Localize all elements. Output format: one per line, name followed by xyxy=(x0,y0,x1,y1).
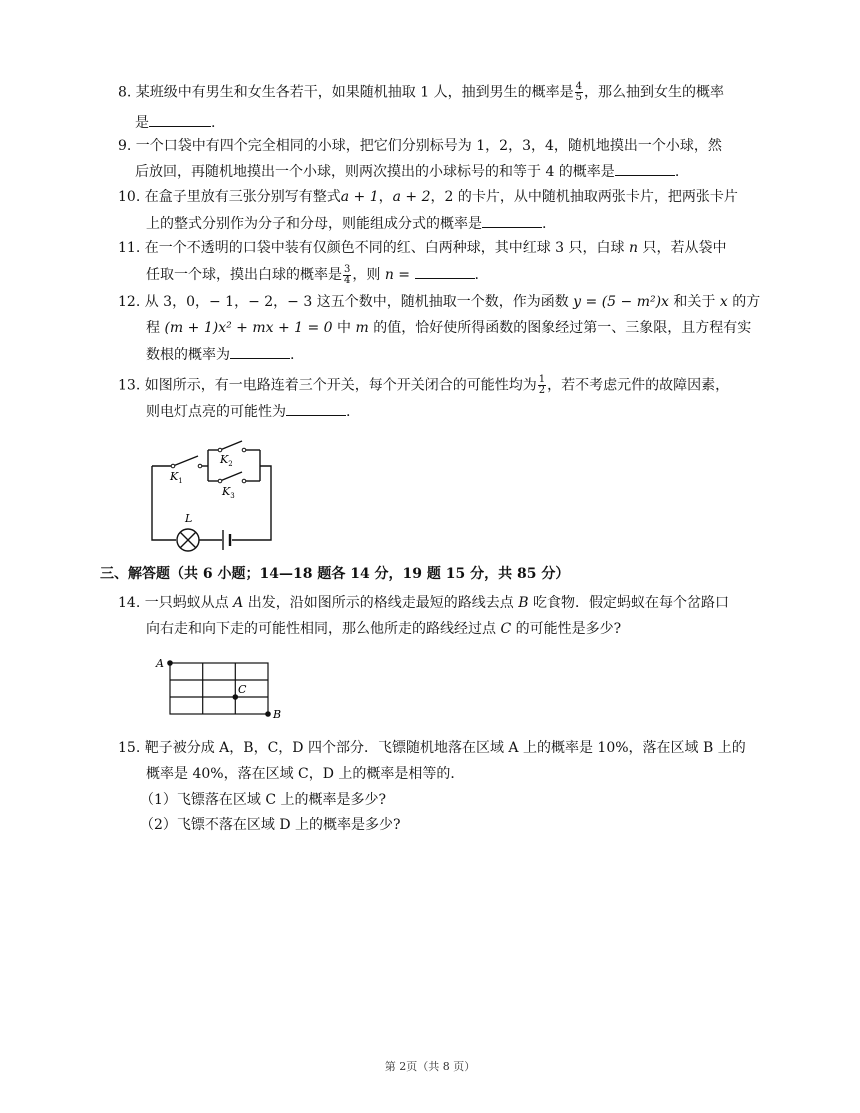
question-14-line-2 xyxy=(146,619,621,639)
q11-text-3: 任取一个球，摸出白球的概率是 xyxy=(146,267,342,283)
point-a: A xyxy=(233,595,244,611)
question-10-line-2 xyxy=(146,213,546,234)
q12-text-5: 中 xyxy=(337,320,352,336)
equation-expr: (m + 1)x² + mx + 1 = 0 xyxy=(164,320,333,336)
grid-columns xyxy=(203,663,236,714)
label-c: C xyxy=(238,683,247,696)
question-9-line-2 xyxy=(135,161,679,182)
k2-contact xyxy=(218,448,222,452)
answer-blank-q8[interactable] xyxy=(149,112,211,127)
fraction-3-4 xyxy=(343,265,351,286)
label-k3: $K_3$ xyxy=(222,485,235,500)
label-l: L xyxy=(185,512,193,525)
q12-text-2: 和关于 xyxy=(673,294,716,310)
question-8-line-2 xyxy=(135,112,215,133)
switch-k1-blade xyxy=(173,456,198,466)
q13-text-2: ，若不考虑元件的故障因素， xyxy=(547,377,730,394)
q10-sep: ， xyxy=(378,189,393,205)
function-expr: y = (5 − m²)x xyxy=(573,294,669,310)
question-13-line-2 xyxy=(146,401,350,422)
answer-blank-q12[interactable] xyxy=(230,344,290,359)
var-n: n xyxy=(628,240,639,256)
q13-text: 13. 如图所示，有一电路连着三个开关，每个开关闭合的可能性均为 xyxy=(118,377,537,394)
q10-text-3: 上的整式分别作为分子和分母，则能组成分式的概率是 xyxy=(146,216,482,232)
q10-text: 10. 在盒子里放有三张分别写有整式 xyxy=(118,189,341,205)
question-13-line-1 xyxy=(118,375,729,396)
question-15-part-1 xyxy=(140,790,386,810)
point-c: C xyxy=(500,621,512,637)
fraction-4-5 xyxy=(575,82,583,103)
question-8-line-1 xyxy=(118,82,724,103)
label-a: A xyxy=(156,657,164,670)
q12-text-3: 的方 xyxy=(732,294,761,310)
q10-period: . xyxy=(542,216,547,232)
var-n-2: n xyxy=(384,267,394,283)
label-b: B xyxy=(273,708,282,721)
q8-period: . xyxy=(211,115,216,131)
page-footer: 第 2页（共 8 页） xyxy=(384,1060,476,1073)
q11-period: . xyxy=(474,267,479,283)
q15-text: 15. 靶子被分成 A，B，C，D 四个部分．飞镖随机地落在区域 A 上的概率是 10%，落在区域 B 上的 xyxy=(118,740,746,756)
q11-text: 11. 在一个不透明的口袋中装有仅颜色不同的红、白两种球，其中红球 3 只，白球 xyxy=(118,240,625,256)
frac-denominator: 4 xyxy=(344,274,351,286)
k2-contact xyxy=(242,448,246,452)
q10-text-2: ，2 的卡片，从中随机抽取两张卡片，把两张卡片 xyxy=(430,189,738,205)
point-a-dot xyxy=(167,660,173,666)
label-k2: $K_2$ xyxy=(220,453,233,468)
section-3-heading: 三、解答题（共 6 小题；14—18 题各 14 分，19 题 15 分，共 85 分） xyxy=(100,566,570,582)
answer-blank-q10[interactable] xyxy=(482,213,542,228)
circuit-diagram xyxy=(140,438,280,553)
q11-text-2: 只，若从袋中 xyxy=(642,240,727,256)
answer-blank-q13[interactable] xyxy=(286,401,346,416)
q8-text-3: 是 xyxy=(135,115,149,131)
circuit-wire-right xyxy=(232,466,271,540)
q15-text-2: 概率是 40%，落在区域 C，D 上的概率是相等的． xyxy=(146,766,465,782)
frac-denominator: 5 xyxy=(575,92,582,103)
question-11-line-1 xyxy=(118,238,726,258)
q15-part-2-text: （2）飞镖不落在区域 D 上的概率是多少? xyxy=(140,817,401,833)
q12-period: . xyxy=(290,347,295,363)
question-15-line-1 xyxy=(118,738,746,758)
q13-period: . xyxy=(346,404,351,420)
grid-border xyxy=(170,663,268,714)
k3-contact xyxy=(218,479,222,483)
q14-text-2: 出发，沿如图所示的格线走最短的路线去点 xyxy=(247,595,514,611)
expr-a-plus-1: a + 1 xyxy=(340,189,379,205)
k1-contact xyxy=(171,464,175,468)
q11-equals: = xyxy=(393,267,415,283)
q14-text-5: 的可能性是多少? xyxy=(515,621,622,637)
q14-text-4: 向右走和向下走的可能性相同，那么他所走的路线经过点 xyxy=(146,621,496,637)
q14-text-3: 吃食物．假定蚂蚁在每个岔路口 xyxy=(532,595,729,611)
question-12-line-3 xyxy=(146,344,294,365)
question-9-line-1 xyxy=(118,136,722,156)
frac-denominator: 2 xyxy=(538,385,546,396)
var-m: m xyxy=(355,320,369,336)
question-12-line-1 xyxy=(118,292,760,312)
q9-text: 9. 一个口袋中有四个完全相同的小球，把它们分别标号为 1，2，3，4，随机地摸出一个小球，然 xyxy=(118,138,722,154)
frac-numerator: 3 xyxy=(344,263,351,275)
question-10-line-1 xyxy=(118,187,738,207)
grid-rows xyxy=(170,680,268,697)
question-15-part-2 xyxy=(140,815,401,835)
point-b-dot xyxy=(265,711,271,717)
k1-contact xyxy=(198,464,202,468)
q9-text-2: 后放回，再随机地摸出一个小球，则两次摸出的小球标号的和等于 4 的概率是 xyxy=(135,164,615,180)
question-11-line-2 xyxy=(146,264,479,286)
q12-text-7: 数根的概率为 xyxy=(146,347,230,363)
q12-text-6: 的值，恰好使所得函数的图象经过第一、三象限，且方程有实 xyxy=(373,320,752,336)
answer-blank-q9[interactable] xyxy=(615,161,675,176)
frac-numerator: 1 xyxy=(538,374,546,385)
q11-text-4: ，则 xyxy=(352,267,381,283)
grid-diagram xyxy=(152,654,287,724)
switch-k3-blade xyxy=(220,472,242,481)
var-x: x xyxy=(719,294,728,310)
q12-text-4: 程 xyxy=(146,320,160,336)
q8-text-2: ，那么抽到女生的概率 xyxy=(584,84,724,101)
q8-text: 8. 某班级中有男生和女生各若干，如果随机抽取 1 人，抽到男生的概率是 xyxy=(118,84,574,101)
q13-text-3: 则电灯点亮的可能性为 xyxy=(146,404,286,420)
label-k1: $K_1$ xyxy=(170,470,183,485)
q12-text: 12. 从 3，0，− 1，− 2，− 3 这五个数中，随机抽取一个数，作为函数 xyxy=(118,294,569,310)
point-b: B xyxy=(518,595,529,611)
q15-part-1-text: （1）飞镖落在区域 C 上的概率是多少? xyxy=(140,792,387,808)
k3-contact xyxy=(242,479,246,483)
lamp-cross xyxy=(180,532,196,548)
q9-period: . xyxy=(674,164,680,180)
answer-blank-q11[interactable] xyxy=(415,264,475,279)
fraction-1-2 xyxy=(538,375,546,396)
question-15-line-2 xyxy=(146,764,464,784)
q14-text: 14. 一只蚂蚁从点 xyxy=(118,595,229,611)
frac-numerator: 4 xyxy=(575,81,582,92)
question-14-line-1 xyxy=(118,593,729,613)
question-12-line-2 xyxy=(146,318,751,338)
expr-a-plus-2: a + 2 xyxy=(392,189,431,205)
switch-k2-blade xyxy=(220,441,242,450)
